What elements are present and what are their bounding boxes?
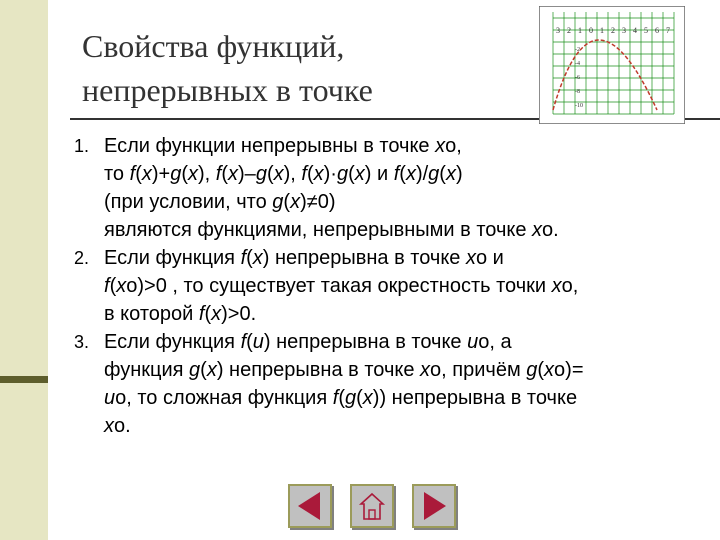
math-variable: g <box>428 163 440 185</box>
text-segment: )+ <box>151 163 171 185</box>
math-variable: u <box>104 387 116 409</box>
triangle-left-icon <box>290 486 330 526</box>
list-item <box>74 244 694 328</box>
math-variable: g <box>344 387 357 409</box>
axis-tick-label: 4 <box>633 26 637 35</box>
math-variable: f <box>104 275 110 297</box>
math-variable: x <box>104 415 114 437</box>
text-segment: ), <box>283 163 302 185</box>
axis-tick-label: 7 <box>666 26 670 35</box>
list-item-text <box>104 244 694 328</box>
math-variable: x <box>141 163 152 185</box>
math-variable: x <box>188 163 198 185</box>
text-segment: . <box>553 219 559 241</box>
text-segment: ( <box>537 359 545 381</box>
math-variable: g <box>170 163 182 185</box>
text-segment: )>0 , то существует такая окрестность точки <box>137 275 552 297</box>
math-variable: x <box>465 247 476 269</box>
axis-tick-label: 1 <box>600 26 604 35</box>
text-segment: являются функциями, непрерывными в точке <box>104 219 533 241</box>
list-item <box>74 132 694 244</box>
math-variable: x <box>544 359 555 381</box>
axis-tick-label: 3 <box>622 26 626 35</box>
math-variable: f <box>393 163 400 185</box>
text-segment: ( <box>246 247 253 269</box>
math-variable: x <box>354 163 365 185</box>
text-segment: Если функция <box>104 247 241 269</box>
text-segment: ( <box>109 275 117 297</box>
text-segment: ), <box>198 163 216 185</box>
axis-tick-label: 3 <box>556 26 560 35</box>
axis-tick-label: -6 <box>575 75 580 81</box>
list-item-text <box>104 132 694 244</box>
list-item-number: 3. <box>74 332 90 352</box>
axis-tick-label: -8 <box>575 89 580 95</box>
text-segment: )/ <box>415 163 429 185</box>
sidebar-decoration <box>0 0 48 540</box>
math-variable: x <box>211 303 222 325</box>
text-segment: о <box>114 415 126 437</box>
properties-list <box>74 132 694 440</box>
list-item-text <box>104 328 694 440</box>
math-variable: x <box>551 275 562 297</box>
text-segment: функция <box>104 359 190 381</box>
text-segment: о <box>554 359 566 381</box>
math-variable: g <box>272 191 284 213</box>
text-line <box>104 300 694 328</box>
text-segment: о <box>478 331 490 353</box>
text-segment: и <box>487 247 504 269</box>
axis-tick-label: 2 <box>611 26 615 35</box>
text-segment: , <box>456 135 462 157</box>
parabola-graph-icon <box>539 6 685 124</box>
math-variable: g <box>255 163 267 185</box>
math-variable: f <box>240 247 247 269</box>
text-segment: ( <box>181 163 188 185</box>
text-segment: ( <box>439 163 446 185</box>
math-variable: f <box>215 163 222 185</box>
axis-tick-label: 1 <box>578 26 582 35</box>
text-segment: о <box>561 275 573 297</box>
math-variable: x <box>532 219 543 241</box>
text-segment: ( <box>246 331 253 353</box>
axis-tick-label: 0 <box>589 26 593 35</box>
text-segment: )≠0) <box>300 191 336 213</box>
text-segment: о <box>542 219 554 241</box>
math-variable: x <box>435 135 446 157</box>
text-segment: Если функции непрерывны в точке <box>104 135 436 157</box>
math-variable: g <box>526 359 538 381</box>
math-variable: f <box>301 163 307 185</box>
text-segment: о <box>126 275 138 297</box>
text-line <box>104 412 694 440</box>
math-variable: f <box>198 303 205 325</box>
next-slide-button[interactable] <box>412 484 456 528</box>
text-segment: , причём <box>441 359 527 381</box>
math-variable: f <box>240 331 247 353</box>
text-segment: о <box>475 247 488 269</box>
math-variable: x <box>206 359 217 381</box>
text-segment: ) непрерывна в точке <box>262 247 466 269</box>
axis-tick-label: 5 <box>644 26 648 35</box>
text-line <box>104 216 694 244</box>
text-segment: . <box>125 415 131 437</box>
text-segment: ( <box>204 303 212 325</box>
prev-slide-button[interactable] <box>288 484 332 528</box>
axis-tick-label: -2 <box>575 47 580 53</box>
text-segment: ( <box>356 387 363 409</box>
text-segment: ) непрерывна в точке <box>216 359 421 381</box>
text-line <box>104 272 694 300</box>
home-icon <box>352 486 392 526</box>
text-segment: )>0. <box>221 303 257 325</box>
triangle-right-icon <box>414 486 454 526</box>
text-segment: ( <box>200 359 207 381</box>
text-segment: )· <box>323 163 337 185</box>
title-line-1: Свойства функций, <box>82 28 345 64</box>
text-line <box>104 244 694 272</box>
axis-tick-label: 6 <box>655 26 659 35</box>
text-segment: ( <box>221 163 229 185</box>
text-segment: ( <box>348 163 355 185</box>
math-variable: x <box>273 163 284 185</box>
axis-tick-label: -10 <box>575 103 583 109</box>
text-segment: )) непрерывна в точке <box>372 387 578 409</box>
text-segment: ( <box>283 191 291 213</box>
home-button[interactable] <box>350 484 394 528</box>
math-variable: x <box>313 163 324 185</box>
text-segment: то <box>104 163 130 185</box>
text-segment: , <box>572 275 579 297</box>
math-variable: x <box>405 163 416 185</box>
text-segment: о <box>430 359 442 381</box>
text-segment: в которой <box>104 303 199 325</box>
text-line <box>104 132 694 160</box>
text-line <box>104 188 694 216</box>
text-segment: , то сложная функция <box>126 387 333 409</box>
math-variable: x <box>445 163 456 185</box>
list-item-number: 1. <box>74 136 90 156</box>
text-segment: ) <box>455 163 463 185</box>
math-variable: x <box>228 163 239 185</box>
text-segment: )– <box>238 163 256 185</box>
text-segment: о <box>445 135 457 157</box>
math-variable: x <box>116 275 127 297</box>
math-variable: g <box>336 163 349 185</box>
math-variable: u <box>467 331 479 353</box>
text-segment: )= <box>565 359 584 381</box>
math-variable: f <box>332 387 339 409</box>
text-segment: (при условии, что <box>104 191 273 213</box>
text-line <box>104 160 694 188</box>
axis-tick-label: -4 <box>575 61 580 67</box>
math-variable: x <box>362 387 373 409</box>
text-line <box>104 328 694 356</box>
math-variable: x <box>290 191 301 213</box>
text-segment: ( <box>266 163 274 185</box>
text-segment: ) и <box>364 163 394 185</box>
math-variable: u <box>252 331 264 353</box>
list-item-number: 2. <box>74 248 90 268</box>
list-item <box>74 328 694 440</box>
text-segment: ) непрерывна в точке <box>263 331 468 353</box>
math-variable: x <box>420 359 431 381</box>
sidebar-accent-bar <box>0 376 48 383</box>
text-segment: ( <box>338 387 345 409</box>
math-variable: f <box>129 163 136 185</box>
title-line-2: непрерывных в точке <box>82 72 373 108</box>
text-segment: ( <box>135 163 142 185</box>
math-variable: x <box>252 247 263 269</box>
text-segment: о <box>115 387 127 409</box>
text-line <box>104 356 694 384</box>
slide-title <box>82 24 502 112</box>
axis-tick-label: 2 <box>567 26 571 35</box>
text-segment: , а <box>489 331 512 353</box>
text-line <box>104 384 694 412</box>
math-variable: g <box>189 359 201 381</box>
text-segment: ( <box>306 163 314 185</box>
text-segment: ( <box>399 163 406 185</box>
text-segment: Если функция <box>104 331 241 353</box>
